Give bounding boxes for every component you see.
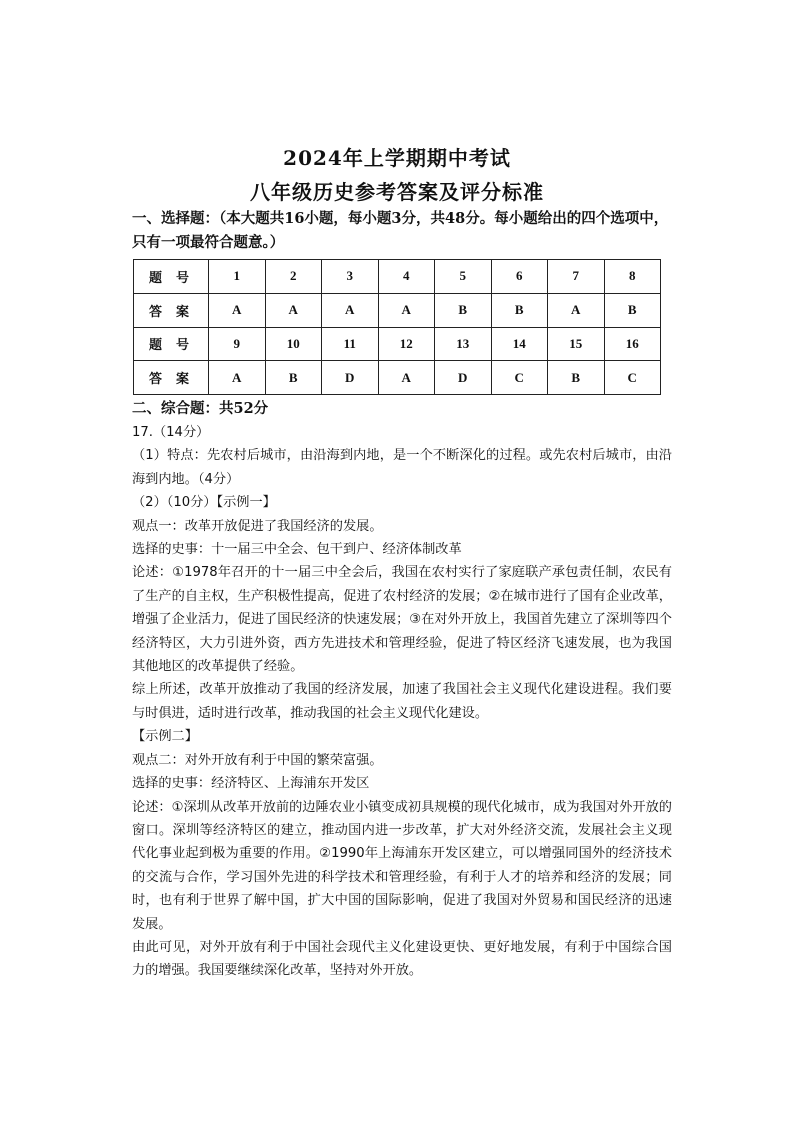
table-cell: 7 (548, 260, 605, 294)
page-title-line2: 八年级历史参考答案及评分标准 (250, 180, 544, 204)
table-cell: 13 (435, 327, 492, 361)
table-cell: A (209, 361, 266, 395)
body-paragraph: 选择的史事：经济特区、上海浦东开发区 (132, 776, 370, 792)
section1-heading: 一、选择题：（本大题共16小题，每小题3分，共48分。每小题给出的四个选项中，只有一项最符合题意。） (132, 210, 669, 251)
page-title-line1: 2024年上学期期中考试 (283, 146, 511, 170)
table-cell: B (604, 293, 661, 327)
row-label: 答案 (134, 361, 209, 395)
table-cell: A (548, 293, 605, 327)
table-cell: 2 (265, 260, 322, 294)
table-cell: B (491, 293, 548, 327)
table-cell: 6 (491, 260, 548, 294)
body-paragraph: 论述：①1978年召开的十一届三中全会后，我国在农村实行了家庭联产承包责任制，农民有了生产的自主权，生产积极性提高，促进了农村经济的发展；②在城市进行了国有企业改革，增强了企业活力，促进了国民经济的快速发展；③在对外开放上，我国首先建立了深圳等四个经济特区，大力引进外资，西方先进技术和管理经验，促进了特区经济飞速发展，也为我国其他地区的改革提供了经验。 (132, 565, 672, 675)
table-cell: 5 (435, 260, 492, 294)
table-cell: C (491, 361, 548, 395)
table-cell: A (209, 293, 266, 327)
table-cell: 12 (378, 327, 435, 361)
table-row (134, 327, 661, 361)
row-label: 题号 (134, 260, 209, 294)
table-cell: B (265, 361, 322, 395)
body-paragraph: 由此可见，对外开放有利于中国社会现代主义化建设更快、更好地发展，有利于中国综合国力的增强。我国要继续深化改革，坚持对外开放。 (132, 939, 672, 979)
table-cell: A (378, 361, 435, 395)
table-cell: 4 (378, 260, 435, 294)
section2-heading: 二、综合题：共52分 (132, 400, 269, 417)
body-paragraph: 论述：①深圳从改革开放前的边陲农业小镇变成初具规模的现代化城市，成为我国对外开放的窗口。深圳等经济特区的建立，推动国内进一步改革，扩大对外经济交流，发展社会主义现代化事业起到极为重要的作用。②1990年上海浦东开发区建立，可以增强同国外的经济技术的交流与合作，学习国外先进的科学技术和管理经验，有利于人才的培养和经济的发展；同时，也有利于世界了解中国，扩大中国的国际影响，促进了我国对外贸易和国民经济的迅速发展。 (132, 799, 672, 932)
table-cell: 15 (548, 327, 605, 361)
table-cell: 8 (604, 260, 661, 294)
row-label: 答案 (134, 293, 209, 327)
table-cell: 14 (491, 327, 548, 361)
table-cell: 16 (604, 327, 661, 361)
table-cell: A (322, 293, 379, 327)
table-cell: A (378, 293, 435, 327)
body-paragraph: 观点二：对外开放有利于中国的繁荣富强。 (132, 752, 383, 768)
table-cell: 1 (209, 260, 266, 294)
table-cell: 11 (322, 327, 379, 361)
table-cell: D (322, 361, 379, 395)
answer-table (133, 259, 661, 395)
body-paragraph: 【示例二】 (132, 729, 198, 745)
body-paragraph: 17.（14分） (132, 425, 210, 440)
table-cell: A (265, 293, 322, 327)
table-cell: 10 (265, 327, 322, 361)
body-paragraph: 观点一：改革开放促进了我国经济的发展。 (132, 518, 383, 534)
body-paragraph: （2）（10分）【示例一】 (132, 495, 276, 511)
table-cell: D (435, 361, 492, 395)
table-cell: 9 (209, 327, 266, 361)
table-cell: 3 (322, 260, 379, 294)
body-paragraph: 选择的史事：十一届三中全会、包干到户、经济体制改革 (132, 542, 462, 558)
body-paragraph: （1）特点：先农村后城市，由沿海到内地，是一个不断深化的过程。或先农村后城市，由沿海到内地。（4分） (132, 448, 672, 487)
table-cell: B (435, 293, 492, 327)
table-row (134, 293, 661, 327)
row-label: 题号 (134, 327, 209, 361)
table-cell: C (604, 361, 661, 395)
body-paragraph: 综上所述，改革开放推动了我国的经济发展，加速了我国社会主义现代化建设进程。我们要与时俱进，适时进行改革，推动我国的社会主义现代化建设。 (132, 682, 672, 721)
section2-body (132, 421, 672, 983)
table-cell: B (548, 361, 605, 395)
table-row (134, 361, 661, 395)
table-row (134, 260, 661, 294)
